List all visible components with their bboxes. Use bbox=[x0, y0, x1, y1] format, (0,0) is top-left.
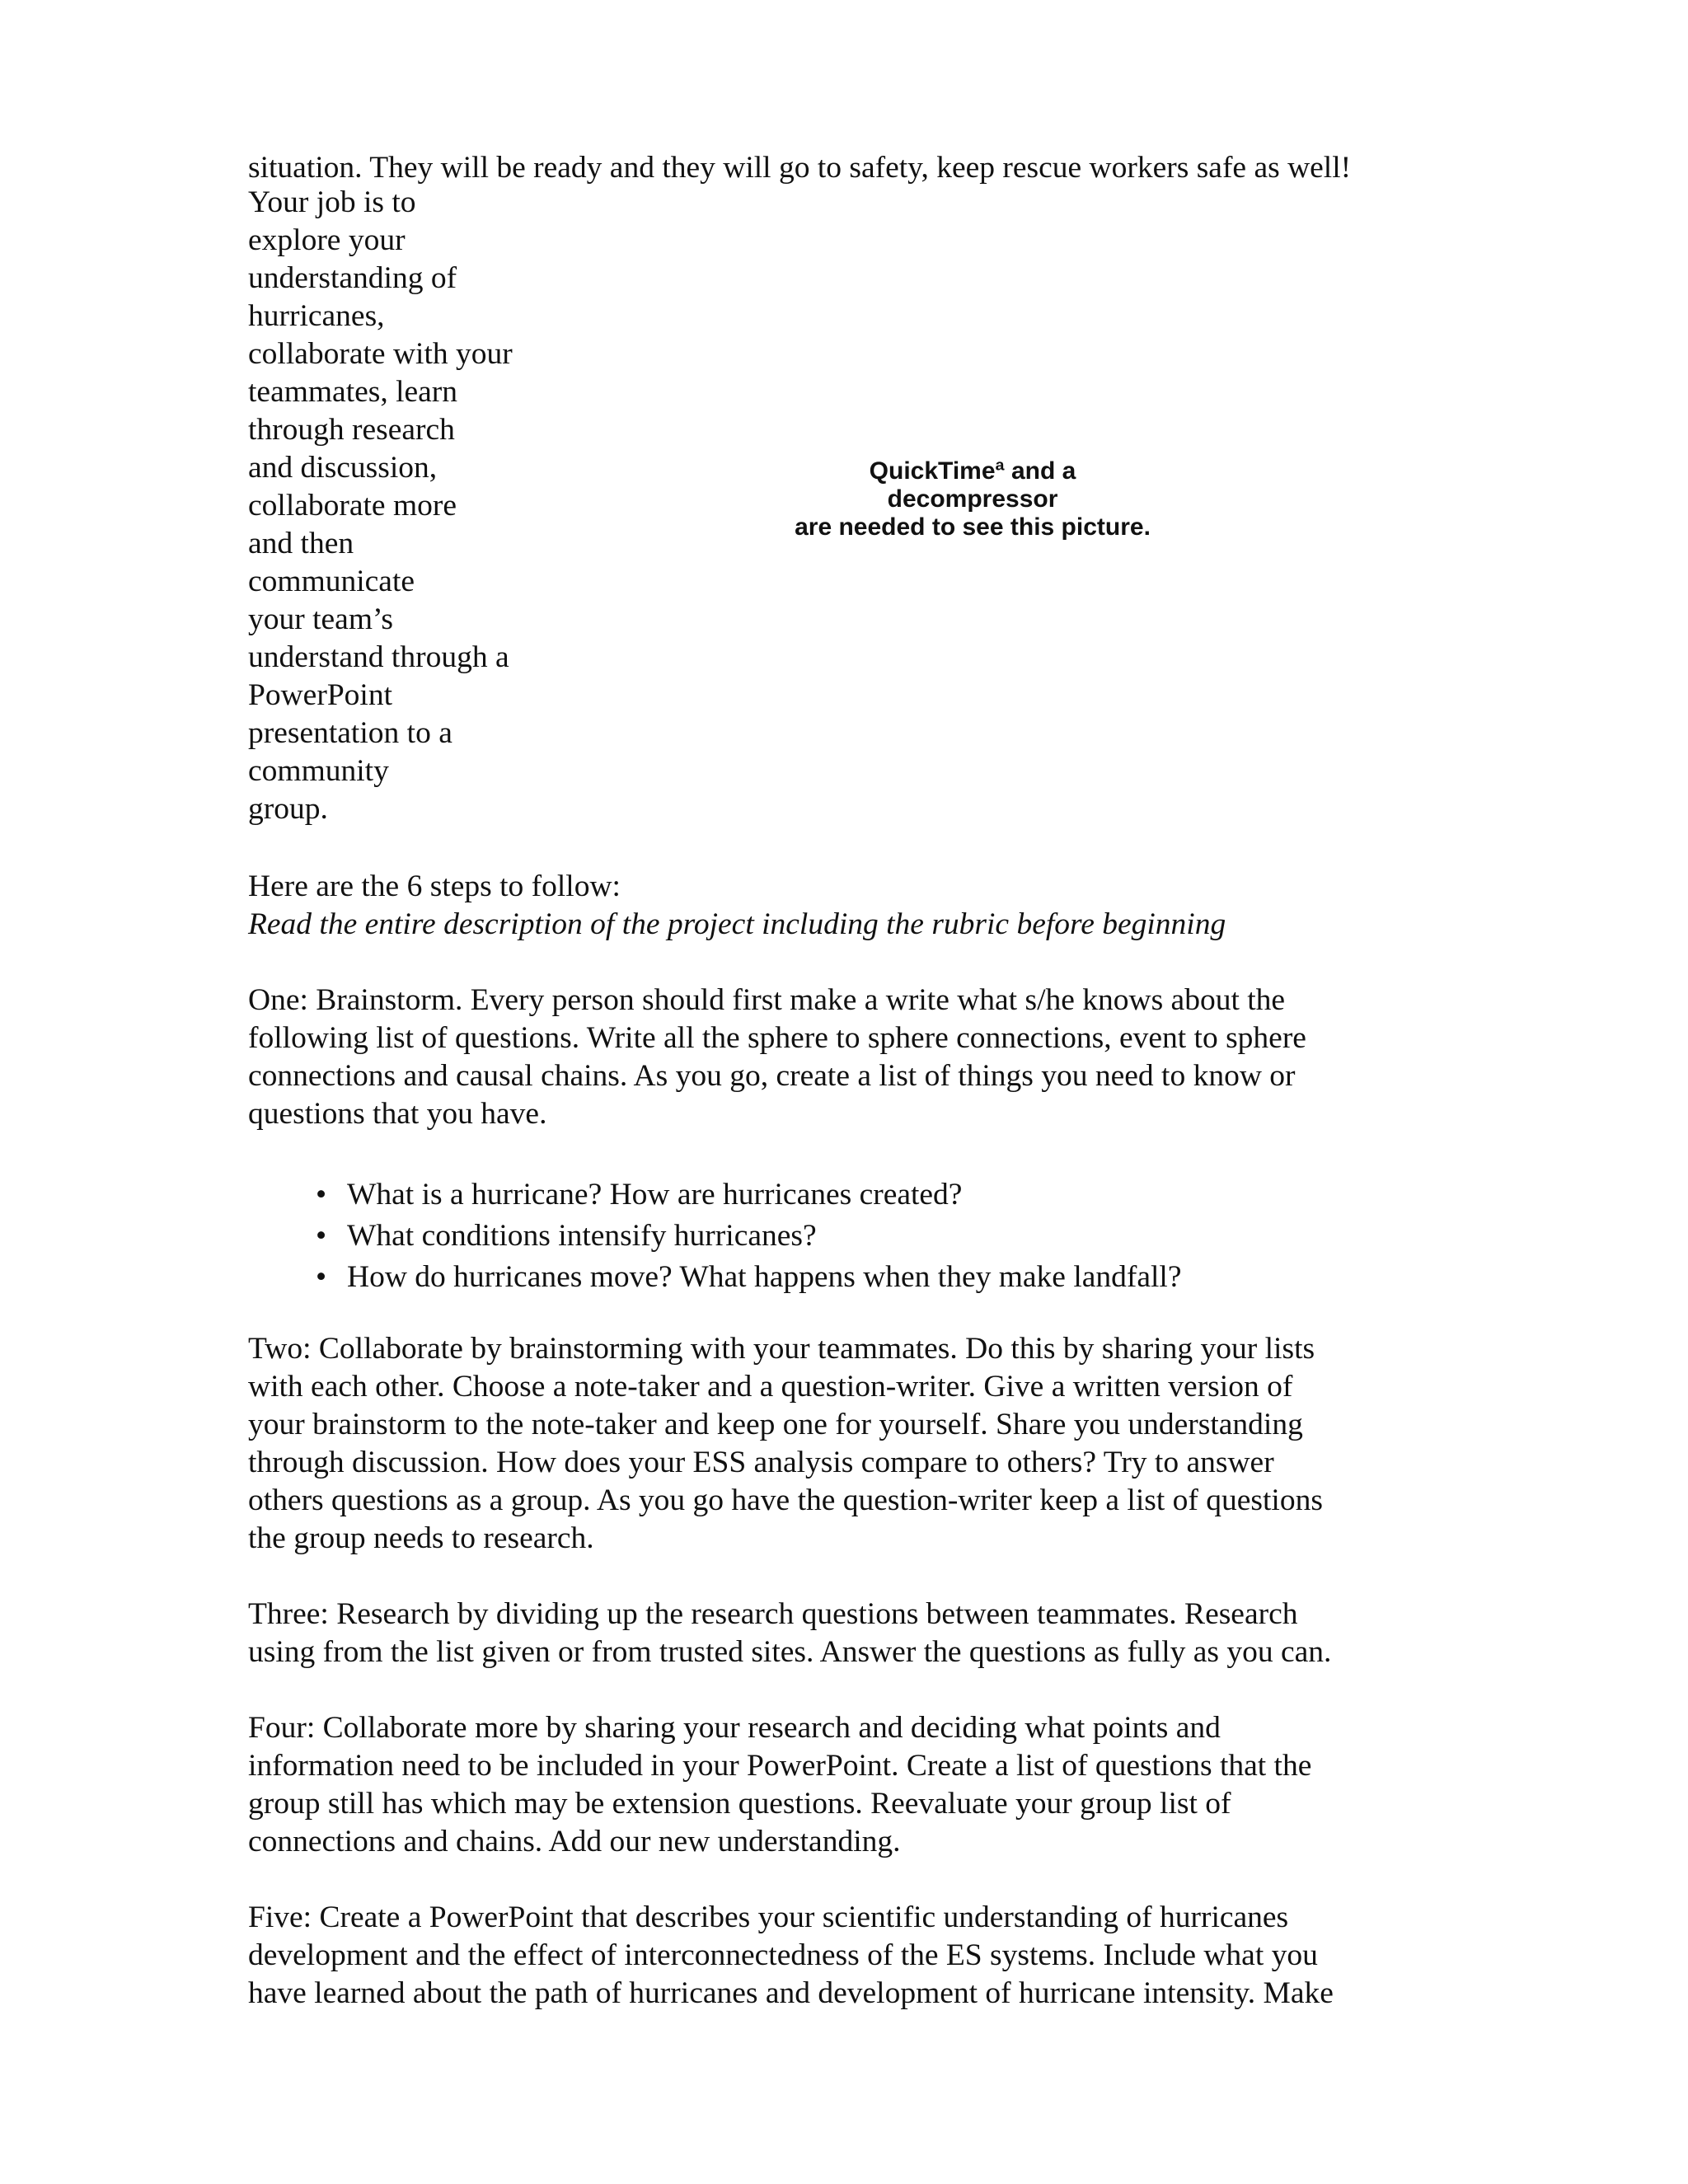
question-text: What is a hurricane? How are hurricanes created? bbox=[347, 1178, 963, 1212]
intro-line: and then bbox=[248, 527, 354, 560]
list-item bbox=[248, 1257, 1182, 1298]
intro-line: teammates, learn bbox=[248, 375, 458, 409]
intro-line: PowerPoint bbox=[248, 678, 393, 712]
bullet-icon: • bbox=[316, 1219, 327, 1253]
intro-line: explore your bbox=[248, 223, 406, 257]
question-text: What conditions intensify hurricanes? bbox=[347, 1219, 817, 1253]
placeholder-line: are needed to see this picture. bbox=[795, 513, 1151, 541]
placeholder-line: decompressor bbox=[887, 485, 1058, 513]
step-four-line: connections and chains. Add our new understanding. bbox=[248, 1825, 901, 1858]
step-one-line: following list of questions. Write all the sphere to sphere connections, event to sphere bbox=[248, 1021, 1306, 1055]
intro-line: communicate bbox=[248, 565, 415, 598]
steps-intro: Here are the 6 steps to follow: bbox=[248, 869, 621, 903]
step-three-line: Three: Research by dividing up the research questions between teammates. Research bbox=[248, 1597, 1298, 1631]
step-five-line: Five: Create a PowerPoint that describes your scientific understanding of hurricanes bbox=[248, 1900, 1289, 1934]
step-two-line: your brainstorm to the note-taker and keep one for yourself. Share you understanding bbox=[248, 1408, 1303, 1441]
step-one-line: questions that you have. bbox=[248, 1097, 547, 1131]
list-item bbox=[248, 1174, 1182, 1216]
step-five-line: development and the effect of interconnectedness of the ES systems. Include what you bbox=[248, 1938, 1318, 1972]
intro-line: hurricanes, bbox=[248, 299, 385, 333]
intro-line: group. bbox=[248, 792, 328, 826]
intro-line: collaborate with your bbox=[248, 337, 513, 371]
step-two-line: with each other. Choose a note-taker and a question-writer. Give a written version of bbox=[248, 1370, 1293, 1404]
intro-column bbox=[248, 184, 545, 828]
step-two-line: the group needs to research. bbox=[248, 1521, 594, 1555]
question-list bbox=[248, 1174, 1182, 1298]
intro-line: understand through a bbox=[248, 640, 509, 674]
step-five-line: have learned about the path of hurricanes and development of hurricane intensity. Make bbox=[248, 1976, 1334, 2010]
intro-line: Your job is to bbox=[248, 185, 416, 219]
intro-line: presentation to a bbox=[248, 716, 452, 750]
intro-line: community bbox=[248, 754, 389, 788]
intro-line: collaborate more bbox=[248, 489, 457, 523]
step-one-line: One: Brainstorm. Every person should first make a write what s/he knows about the bbox=[248, 983, 1286, 1017]
step-four-line: information need to be included in your PowerPoint. Create a list of questions that the bbox=[248, 1749, 1312, 1783]
intro-line: through research bbox=[248, 413, 455, 447]
step-four-line: Four: Collaborate more by sharing your research and deciding what points and bbox=[248, 1711, 1221, 1745]
step-two-line: Two: Collaborate by brainstorming with your teammates. Do this by sharing your lists bbox=[248, 1332, 1315, 1366]
bullet-icon: • bbox=[316, 1260, 327, 1294]
step-two-line: others questions as a group. As you go have the question-writer keep a list of questions bbox=[248, 1483, 1323, 1517]
list-item bbox=[248, 1216, 1182, 1257]
step-one-line: connections and causal chains. As you go, create a list of things you need to know or bbox=[248, 1059, 1296, 1093]
placeholder-line: QuickTimeª and a bbox=[869, 457, 1076, 485]
quicktime-image-placeholder bbox=[725, 457, 1220, 541]
step-two-line: through discussion. How does your ESS analysis compare to others? Try to answer bbox=[248, 1446, 1274, 1479]
top-line: situation. They will be ready and they will go to safety, keep rescue workers safe as well! bbox=[248, 151, 1352, 185]
intro-line: your team’s bbox=[248, 602, 394, 636]
question-text: How do hurricanes move? What happens when they make landfall? bbox=[347, 1260, 1182, 1294]
intro-line: understanding of bbox=[248, 261, 457, 295]
step-three-line: using from the list given or from trusted sites. Answer the questions as fully as you can. bbox=[248, 1635, 1332, 1669]
bullet-icon: • bbox=[316, 1178, 327, 1212]
intro-line: and discussion, bbox=[248, 451, 438, 485]
step-four-line: group still has which may be extension questions. Reevaluate your group list of bbox=[248, 1787, 1231, 1821]
steps-intro-italic: Read the entire description of the project including the rubric before beginning bbox=[248, 907, 1226, 941]
